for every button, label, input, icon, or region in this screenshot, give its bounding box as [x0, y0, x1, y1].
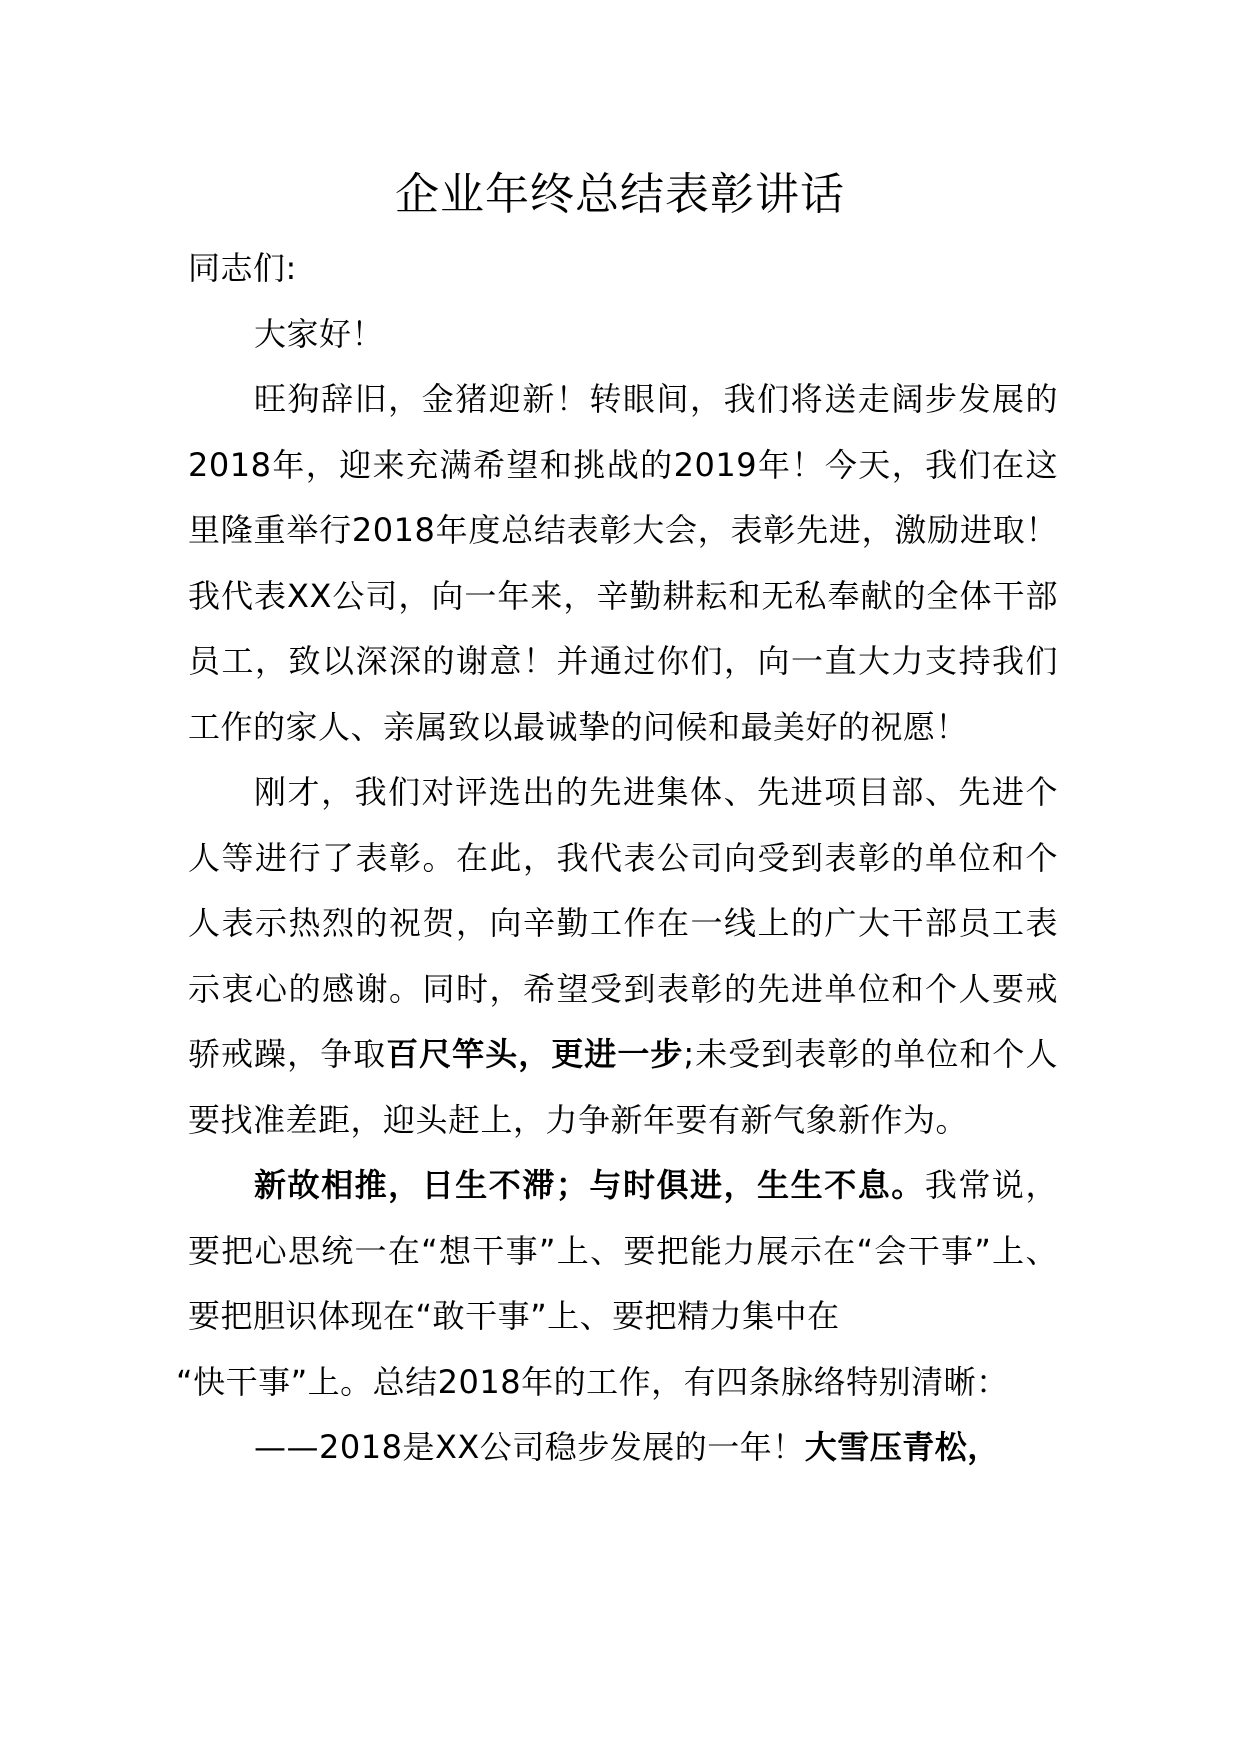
paragraph-3-text-a: 我常说，要把心思统一在“想干事”上、要把能力展示在“会干事”上、要把胆识体现在“敢干事”上、要把精力集中在 [188, 1166, 1058, 1335]
paragraph-3-bold: 新故相推，日生不滞；与时俱进，生生不息。 [254, 1166, 925, 1204]
paragraph-2 [188, 760, 1058, 1153]
paragraph-4-text: ——2018是XX公司稳步发展的一年！ [254, 1428, 805, 1466]
paragraph-2-text-a: 刚才，我们对评选出的先进集体、先进项目部、先进个人等进行了表彰。在此，我代表公司向受到表彰的单位和个人表示热烈的祝贺，向辛勤工作在一线上的广大干部员工表示衷心的感谢。同时，希望受到表彰的先进单位和个人要戒骄戒躁，争取 [188, 773, 1058, 1073]
greeting: 大家好！ [254, 314, 385, 353]
paragraph-3 [188, 1153, 1058, 1350]
paragraph-2-bold: 百尺竿头，更进一步 [386, 1035, 684, 1073]
salutation: 同志们: [188, 249, 297, 287]
paragraph-1: 旺狗辞旧，金猪迎新！转眼间，我们将送走阔步发展的2018年，迎来充满希望和挑战的2019年！今天，我们在这里隆重举行2018年度总结表彰大会，表彰先进，激励进取！我代表XX公司，向一年来，辛勤耕耘和无私奉献的全体干部员工，致以深深的谢意！并通过你们，向一直大力支持我们工作的家人、亲属致以最诚挚的问候和最美好的祝愿！ [188, 380, 1058, 746]
document-body [176, 236, 1058, 1481]
paragraph-4-bold: 大雪压青松， [804, 1428, 1000, 1466]
paragraph-2-text-b: ;未受到表彰的单位和个人要找准差距，迎头赶上，力争新年要有新气象新作为。 [188, 1035, 1058, 1139]
document-title: 企业年终总结表彰讲话 [395, 169, 845, 220]
paragraph-3-continued: “快干事”上。总结2018年的工作，有四条脉络特别清晰： [176, 1362, 1009, 1401]
paragraph-4 [188, 1415, 1058, 1481]
